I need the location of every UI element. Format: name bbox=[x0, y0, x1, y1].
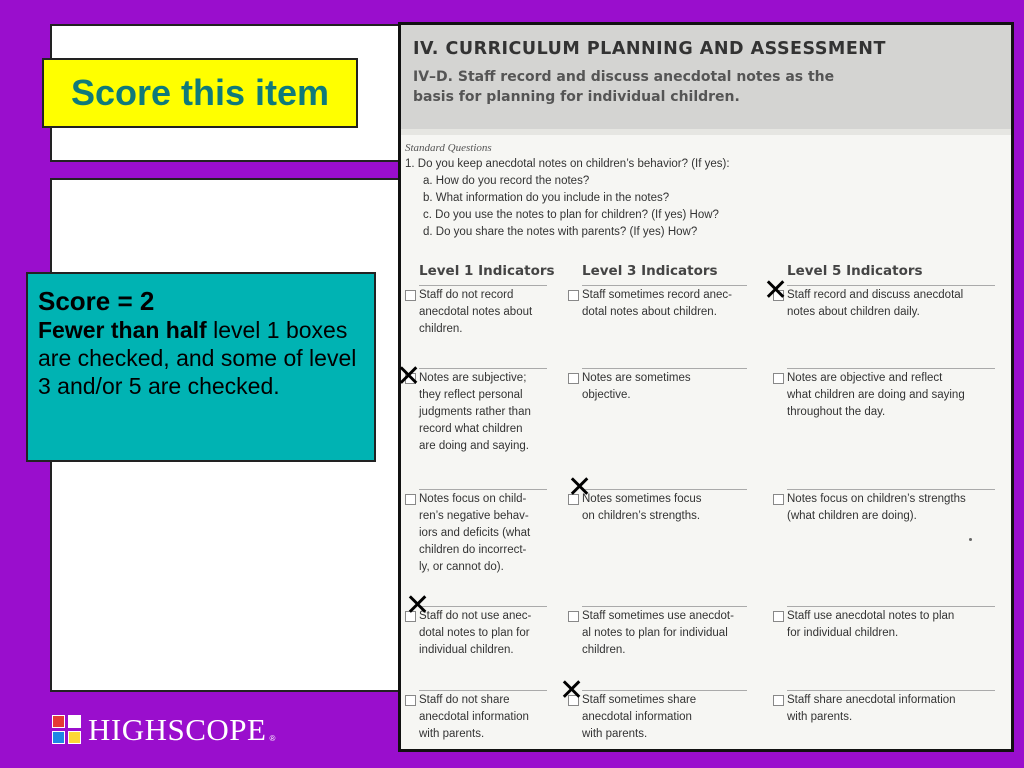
indicator-text-line: they reflect personal bbox=[419, 389, 523, 401]
cell-rule bbox=[582, 606, 747, 607]
check-mark-row1-level5: ✕ bbox=[763, 273, 789, 308]
doc-subtitle-line-1: IV–D. Staff record and discuss anecdotal notes as the bbox=[413, 69, 835, 85]
question-1: 1. Do you keep anecdotal notes on children’s behavior? (If yes): bbox=[405, 158, 730, 170]
indicator-text-line: ren’s negative behav- bbox=[419, 510, 529, 522]
column-header-level-1: Level 1 Indicators bbox=[419, 263, 555, 279]
cell-rule bbox=[419, 606, 547, 607]
indicator-text-line: al notes to plan for individual bbox=[582, 627, 728, 639]
indicator-text-line: dotal notes about children. bbox=[582, 306, 717, 318]
indicator-text-line: anecdotal information bbox=[419, 711, 529, 723]
indicator-text-line: for individual children. bbox=[787, 627, 899, 639]
indicator-row1-level1 bbox=[419, 287, 532, 338]
indicator-row2-level3 bbox=[582, 370, 691, 404]
highscope-logo-icon bbox=[52, 715, 82, 745]
indicator-text-line: Staff do not use anec- bbox=[419, 610, 532, 622]
indicator-text-line: Notes sometimes focus bbox=[582, 493, 702, 505]
doc-title: IV. CURRICULUM PLANNING AND ASSESSMENT bbox=[413, 39, 886, 59]
indicator-row1-level5 bbox=[787, 287, 963, 321]
indicator-text-line: are doing and saying. bbox=[419, 440, 529, 452]
indicator-text-line: children. bbox=[582, 644, 626, 656]
column-header-level-3: Level 3 Indicators bbox=[582, 263, 718, 279]
indicator-text-line: (what children are doing). bbox=[787, 510, 917, 522]
cell-rule bbox=[419, 489, 547, 490]
indicator-text-line: anecdotal notes about bbox=[419, 306, 533, 318]
score-description bbox=[38, 316, 364, 400]
indicator-checkbox[interactable] bbox=[405, 695, 416, 706]
indicator-row3-level5 bbox=[787, 491, 966, 525]
cell-rule bbox=[582, 690, 747, 691]
indicator-text-line: individual children. bbox=[419, 644, 514, 656]
indicator-text-line: judgments rather than bbox=[419, 406, 531, 418]
indicator-text-line: with parents. bbox=[582, 728, 648, 740]
indicator-text-line: Staff record and discuss anecdotal bbox=[787, 289, 964, 301]
question-1c: c. Do you use the notes to plan for children? (If yes) How? bbox=[423, 209, 719, 221]
doc-header bbox=[401, 25, 1011, 129]
indicator-row5-level1 bbox=[419, 692, 529, 743]
cell-rule bbox=[582, 489, 747, 490]
cell-rule bbox=[787, 285, 995, 286]
indicator-checkbox[interactable] bbox=[568, 611, 579, 622]
column-header-level-5: Level 5 Indicators bbox=[787, 263, 923, 279]
indicator-text-line: with parents. bbox=[787, 711, 853, 723]
indicator-text-line: iors and deficits (what bbox=[419, 527, 531, 539]
indicator-text-line: children. bbox=[419, 323, 463, 335]
cell-rule bbox=[582, 285, 747, 286]
question-1d: d. Do you share the notes with parents? (If yes) How? bbox=[423, 226, 698, 238]
indicator-row4-level5 bbox=[787, 608, 954, 642]
registered-mark: ® bbox=[269, 733, 276, 743]
indicator-text-line: Staff share anecdotal information bbox=[787, 694, 956, 706]
cell-rule bbox=[787, 368, 995, 369]
indicator-text-line: anecdotal information bbox=[582, 711, 692, 723]
indicator-text-line: children do incorrect- bbox=[419, 544, 527, 556]
indicator-row2-level1 bbox=[419, 370, 531, 455]
check-mark-row4-level1: ✕ bbox=[405, 588, 431, 623]
check-mark-row5-level3: ✕ bbox=[559, 673, 585, 708]
check-mark-row3-level3: ✕ bbox=[567, 470, 593, 505]
indicator-checkbox[interactable] bbox=[405, 290, 416, 301]
indicator-row3-level1 bbox=[419, 491, 530, 576]
indicator-text-line: dotal notes to plan for bbox=[419, 627, 530, 639]
cell-rule bbox=[787, 690, 995, 691]
indicator-text-line: Notes are objective and reflect bbox=[787, 372, 943, 384]
scanned-assessment-page bbox=[398, 22, 1014, 752]
indicator-text-line: Staff do not share bbox=[419, 694, 510, 706]
indicator-text-line: Staff sometimes use anecdot- bbox=[582, 610, 734, 622]
cell-rule bbox=[787, 489, 995, 490]
indicator-row4-level1 bbox=[419, 608, 531, 659]
score-explanation-box bbox=[26, 272, 376, 462]
score-rest: level 1 boxes are checked, and some of level 3 and/or 5 are checked. bbox=[38, 317, 357, 399]
indicator-text-line: Staff sometimes record anec- bbox=[582, 289, 732, 301]
doc-header-shadow bbox=[401, 129, 1011, 135]
indicator-checkbox[interactable] bbox=[568, 373, 579, 384]
indicator-checkbox[interactable] bbox=[773, 373, 784, 384]
indicator-text-line: notes about children daily. bbox=[787, 306, 920, 318]
indicator-text-line: on children’s strengths. bbox=[582, 510, 701, 522]
highscope-logo-text: HIGHSCOPE bbox=[88, 712, 267, 747]
indicator-checkbox[interactable] bbox=[568, 290, 579, 301]
question-1a: a. How do you record the notes? bbox=[423, 175, 590, 187]
cell-rule bbox=[419, 690, 547, 691]
standard-questions-label: Standard Questions bbox=[405, 142, 492, 154]
indicator-row2-level5 bbox=[787, 370, 965, 421]
indicator-checkbox[interactable] bbox=[773, 611, 784, 622]
indicator-row4-level3 bbox=[582, 608, 734, 659]
indicator-checkbox[interactable] bbox=[773, 695, 784, 706]
doc-subtitle-line-2: basis for planning for individual children. bbox=[413, 89, 740, 105]
indicator-text-line: throughout the day. bbox=[787, 406, 886, 418]
check-mark-row2-level1: ✕ bbox=[396, 359, 422, 394]
indicator-row3-level3 bbox=[582, 491, 702, 525]
indicator-text-line: Notes are sometimes bbox=[582, 372, 691, 384]
indicator-text-line: Staff sometimes share bbox=[582, 694, 697, 706]
indicator-text-line: Staff use anecdotal notes to plan bbox=[787, 610, 955, 622]
cell-rule bbox=[787, 606, 995, 607]
cell-rule bbox=[419, 368, 547, 369]
indicator-text-line: what children are doing and saying bbox=[787, 389, 965, 401]
indicator-checkbox[interactable] bbox=[405, 494, 416, 505]
indicator-text-line: with parents. bbox=[419, 728, 485, 740]
indicator-text-line: ly, or cannot do). bbox=[419, 561, 504, 573]
indicator-text-line: Notes focus on children’s strengths bbox=[787, 493, 966, 505]
indicator-text-line: record what children bbox=[419, 423, 523, 435]
indicator-text-line: Notes are subjective; bbox=[419, 372, 527, 384]
indicator-row1-level3 bbox=[582, 287, 732, 321]
indicator-text-line: objective. bbox=[582, 389, 631, 401]
score-emphasis: Fewer than half bbox=[38, 317, 207, 343]
indicator-text-line: Staff do not record bbox=[419, 289, 514, 301]
question-1b: b. What information do you include in the notes? bbox=[423, 192, 670, 204]
indicator-row5-level3 bbox=[582, 692, 696, 743]
score-heading: Score = 2 bbox=[38, 286, 155, 316]
cell-rule bbox=[419, 285, 547, 286]
slide-title: Score this item bbox=[42, 58, 358, 128]
scan-speck bbox=[969, 538, 972, 541]
indicator-text-line: Notes focus on child- bbox=[419, 493, 527, 505]
indicator-row5-level5 bbox=[787, 692, 956, 726]
cell-rule bbox=[582, 368, 747, 369]
highscope-logo bbox=[52, 712, 275, 748]
indicator-checkbox[interactable] bbox=[773, 494, 784, 505]
